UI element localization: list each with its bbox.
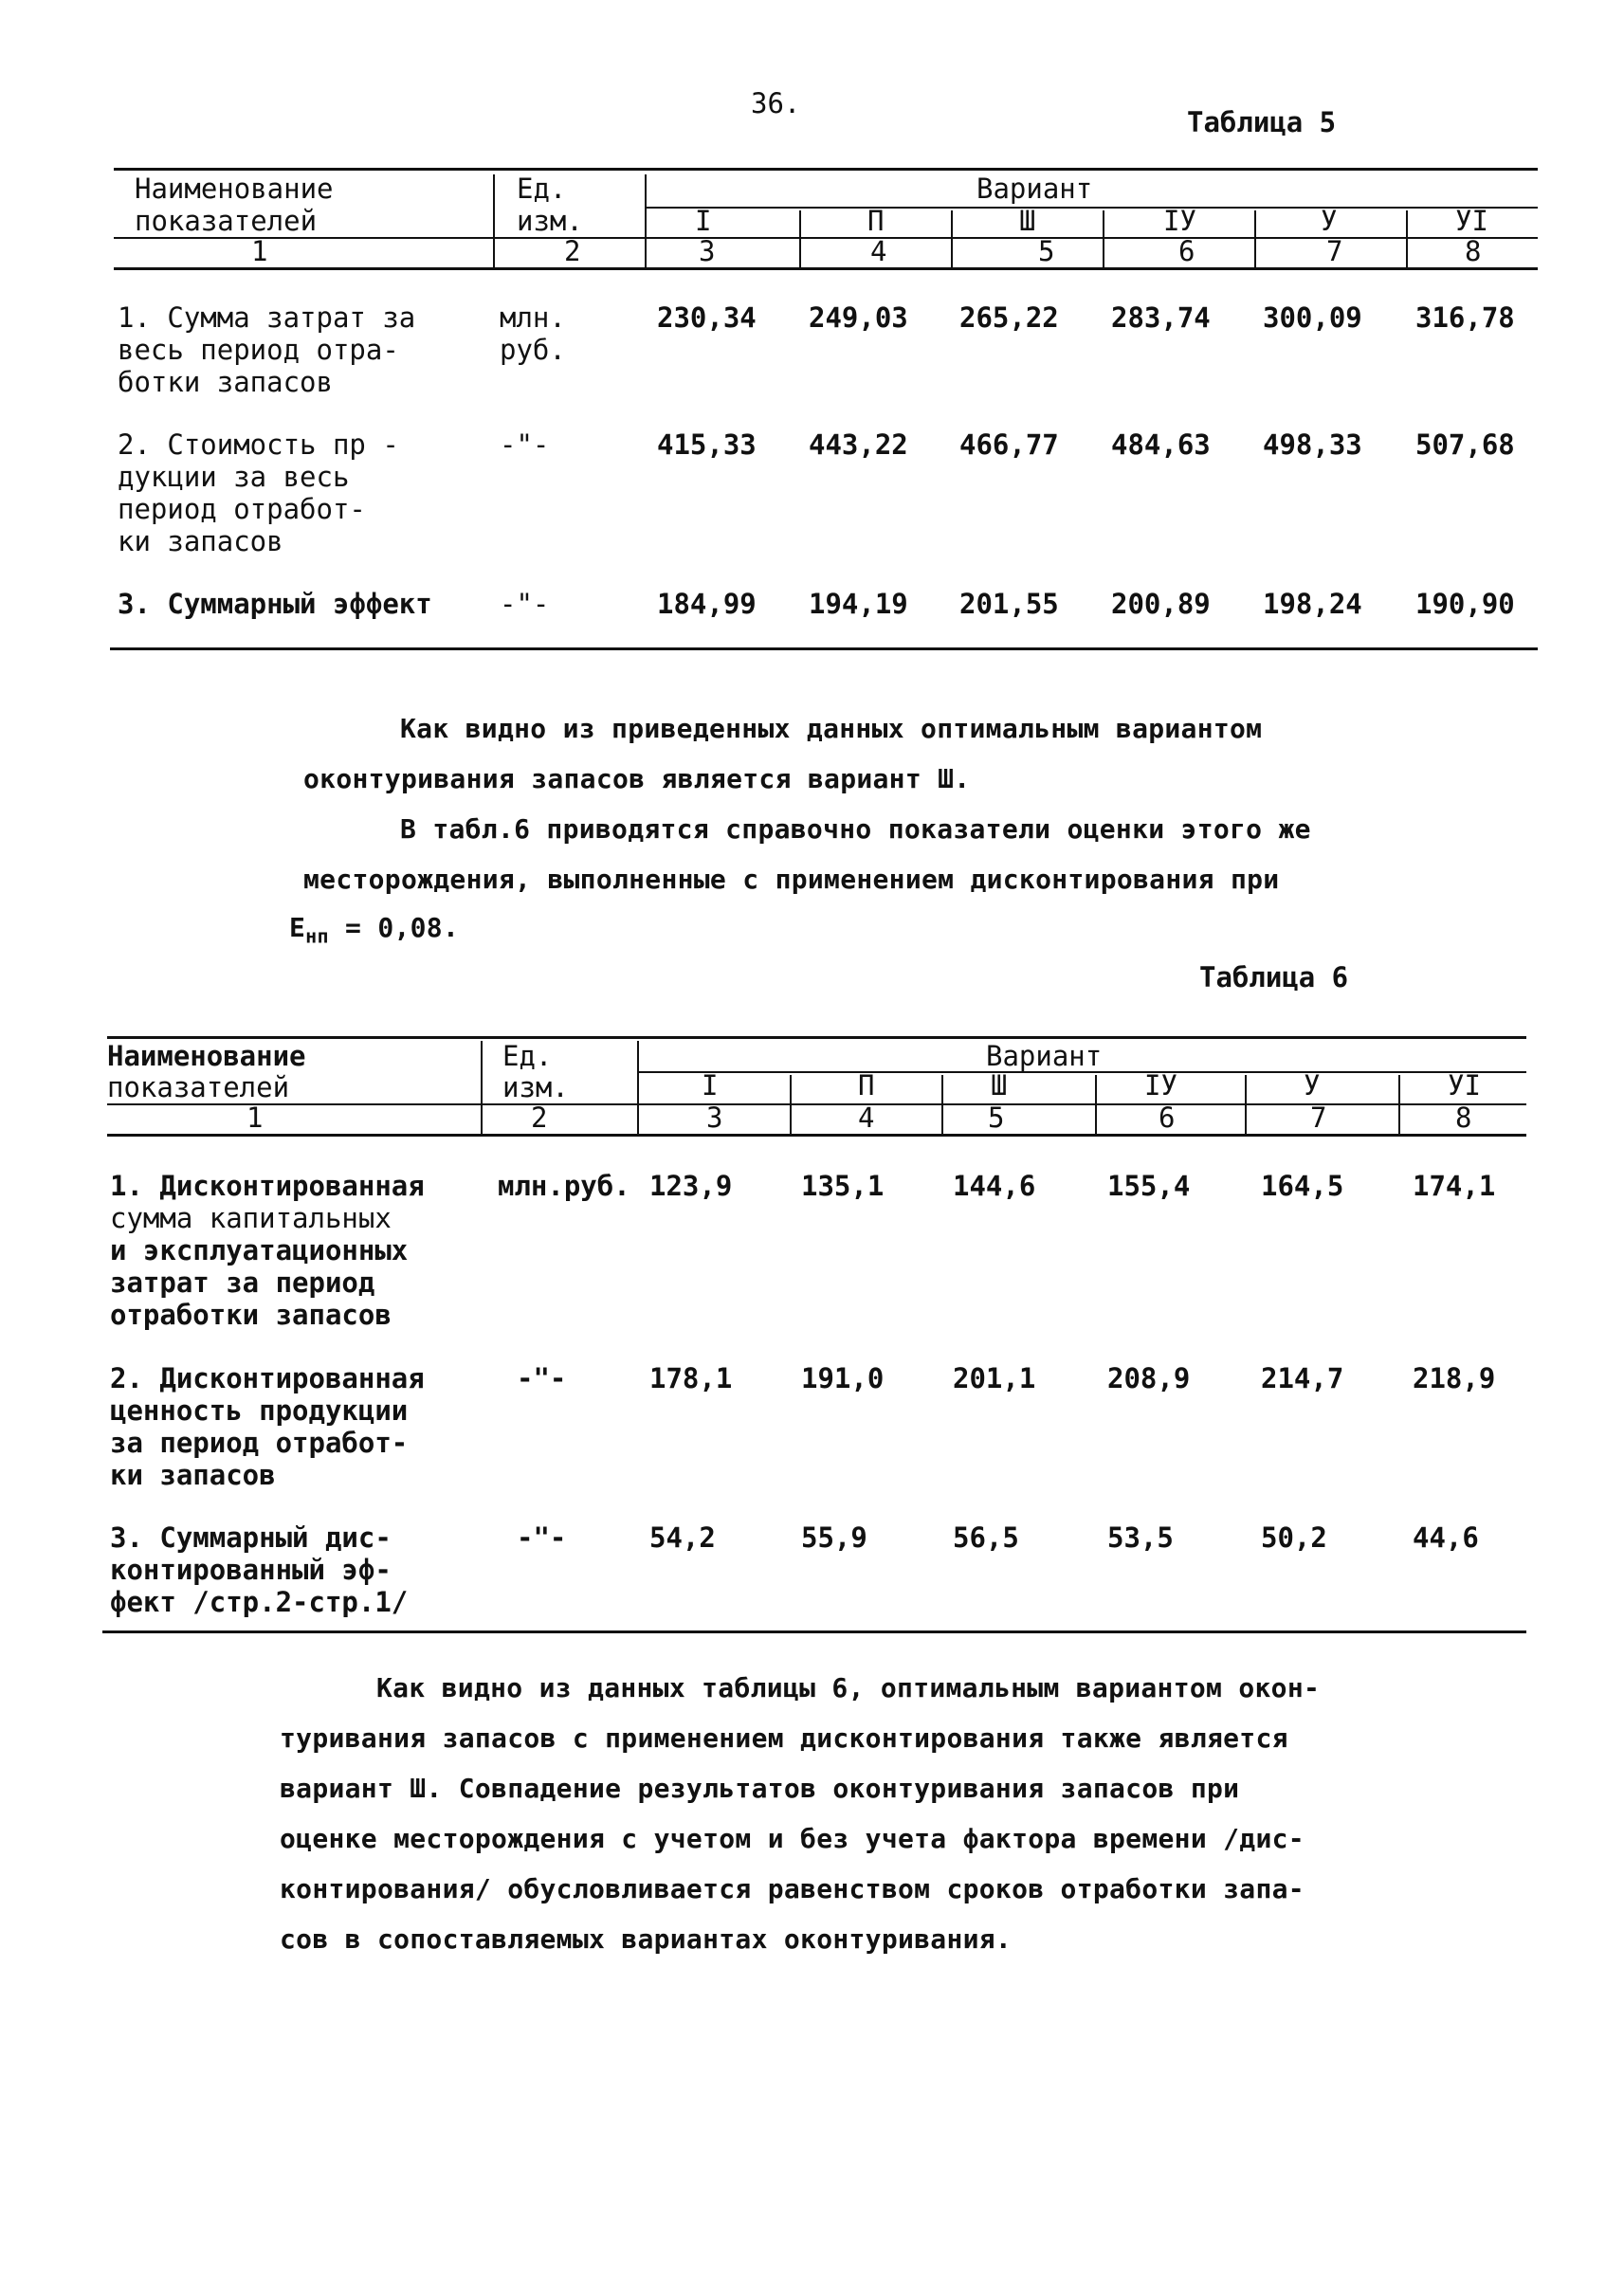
row-name-line: фект /стр.2-стр.1/ bbox=[110, 1586, 409, 1618]
paragraph-line: Как видно из данных таблицы 6, оптимальным вариантом окон- bbox=[376, 1672, 1321, 1703]
row-value: 50,2 bbox=[1261, 1521, 1327, 1554]
row-name-line: ботки запасов bbox=[118, 366, 333, 398]
row-unit: -"- bbox=[500, 428, 550, 461]
paragraph-line: В табл.6 приводятся справочно показатели оценки этого же bbox=[400, 813, 1311, 845]
formula-base: Е bbox=[289, 912, 306, 943]
table5-variant-label: IУ bbox=[1163, 205, 1196, 237]
paragraph-line: Как видно из приведенных данных оптимальным вариантом bbox=[400, 713, 1263, 744]
table6-col-divider bbox=[637, 1041, 639, 1136]
table5-caption: Таблица 5 bbox=[1187, 106, 1337, 138]
table6-top-rule bbox=[107, 1036, 1526, 1039]
table5-header-unit-line2: изм. bbox=[517, 205, 583, 237]
table6-caption: Таблица 6 bbox=[1199, 961, 1349, 993]
row-name-line: за период отработ- bbox=[110, 1427, 409, 1459]
table5-col-divider bbox=[645, 174, 647, 269]
row-name-line: ки запасов bbox=[118, 525, 283, 557]
row-name-line: 3. Суммарный эффект bbox=[118, 588, 432, 620]
table6-header-name-line1: Наименование bbox=[107, 1040, 306, 1072]
table5-col-number: 2 bbox=[564, 235, 581, 267]
table5-col-divider bbox=[799, 210, 801, 269]
row-value: 53,5 bbox=[1107, 1521, 1174, 1554]
paragraph-line: сов в сопоставляемых вариантах оконтуривания. bbox=[280, 1923, 1013, 1955]
row-value: 443,22 bbox=[809, 428, 908, 461]
table5-col-number: 3 bbox=[699, 235, 716, 267]
row-value: 265,22 bbox=[959, 301, 1059, 334]
row-value: 55,9 bbox=[801, 1521, 867, 1554]
table5-header-variant: Вариант bbox=[976, 173, 1093, 205]
row-value: 201,55 bbox=[959, 588, 1059, 620]
row-name-line: 3. Суммарный дис- bbox=[110, 1521, 392, 1554]
table6-variant-label: I bbox=[702, 1069, 719, 1102]
row-value: 300,09 bbox=[1263, 301, 1362, 334]
row-value: 507,68 bbox=[1415, 428, 1515, 461]
page-number: 36. bbox=[751, 87, 801, 119]
row-value: 283,74 bbox=[1111, 301, 1211, 334]
row-name-line: ки запасов bbox=[110, 1459, 276, 1491]
row-value: 164,5 bbox=[1261, 1170, 1344, 1202]
table5-header-unit-line1: Ед. bbox=[517, 173, 567, 205]
table6-col-number: 4 bbox=[858, 1102, 875, 1134]
table5-col-number: 5 bbox=[1038, 235, 1055, 267]
paragraph-line: контирования/ обусловливается равенством сроков отработки запа- bbox=[280, 1873, 1305, 1904]
row-name-line: 2. Дисконтированная bbox=[110, 1362, 425, 1394]
row-unit: млн. bbox=[500, 301, 566, 334]
table5-col-number: 7 bbox=[1326, 235, 1343, 267]
table5-header-name-line1: Наименование bbox=[135, 173, 334, 205]
row-name-line: затрат за период bbox=[110, 1266, 375, 1299]
row-name-line: 1. Сумма затрат за bbox=[118, 301, 416, 334]
paragraph-line: месторождения, выполненные с применением дисконтирования при bbox=[303, 864, 1280, 895]
table5-variant-label: Ш bbox=[1019, 205, 1036, 237]
row-value: 178,1 bbox=[649, 1362, 733, 1394]
table6-variant-label: IУ bbox=[1144, 1069, 1177, 1102]
row-name-line: сумма капитальных bbox=[110, 1202, 392, 1234]
table6-col-divider bbox=[1398, 1075, 1400, 1136]
paragraph-line: оконтуривания запасов является вариант Ш. bbox=[303, 763, 971, 794]
row-value: 190,90 bbox=[1415, 588, 1515, 620]
row-unit: руб. bbox=[500, 334, 566, 366]
row-name-line: весь период отра- bbox=[118, 334, 399, 366]
table5-col-divider bbox=[1254, 210, 1256, 269]
table6-variant-label: У bbox=[1304, 1069, 1321, 1102]
table5-variant-rule bbox=[645, 207, 1538, 209]
table6-col-number: 2 bbox=[531, 1102, 548, 1134]
table6-variant-label: Ш bbox=[991, 1069, 1008, 1102]
formula bbox=[289, 912, 459, 953]
table6-col-number: 5 bbox=[988, 1102, 1005, 1134]
table6-col-divider bbox=[941, 1075, 943, 1136]
paragraph-line: туривания запасов с применением дисконтирования также является bbox=[280, 1722, 1288, 1754]
row-unit: -"- bbox=[517, 1521, 567, 1554]
row-unit: -"- bbox=[500, 588, 550, 620]
table5-top-rule bbox=[114, 168, 1538, 171]
row-name-line: отработки запасов bbox=[110, 1299, 392, 1331]
row-value: 44,6 bbox=[1413, 1521, 1479, 1554]
paragraph-line: оценке месторождения с учетом и без учета фактора времени /дис- bbox=[280, 1823, 1305, 1854]
row-value: 208,9 bbox=[1107, 1362, 1191, 1394]
formula-subscript: нп bbox=[305, 924, 329, 948]
row-value: 415,33 bbox=[657, 428, 757, 461]
row-unit: -"- bbox=[517, 1362, 567, 1394]
table5-variant-label: У bbox=[1321, 205, 1338, 237]
table5-bottom-rule bbox=[110, 647, 1538, 650]
table5-col-number: 1 bbox=[251, 235, 268, 267]
row-name-line: контированный эф- bbox=[110, 1554, 392, 1586]
row-value: 194,19 bbox=[809, 588, 908, 620]
row-value: 484,63 bbox=[1111, 428, 1211, 461]
table6-col-number: 3 bbox=[706, 1102, 723, 1134]
table6-header-unit-line1: Ед. bbox=[502, 1040, 553, 1072]
row-value: 144,6 bbox=[953, 1170, 1036, 1202]
row-name-line: 1. Дисконтированная bbox=[110, 1170, 425, 1202]
table6-variant-label: УI bbox=[1448, 1069, 1481, 1102]
row-name-line: и эксплуатационных bbox=[110, 1234, 409, 1266]
table6-numbers-rule bbox=[107, 1134, 1526, 1137]
table5-col-divider bbox=[493, 174, 495, 269]
table6-col-number: 7 bbox=[1310, 1102, 1327, 1134]
table6-header-unit-line2: изм. bbox=[502, 1071, 569, 1103]
row-value: 198,24 bbox=[1263, 588, 1362, 620]
table5-col-number: 4 bbox=[870, 235, 887, 267]
table6-col-number: 8 bbox=[1455, 1102, 1472, 1134]
row-value: 54,2 bbox=[649, 1521, 716, 1554]
table5-variant-label: П bbox=[867, 205, 885, 237]
table5-col-number: 6 bbox=[1178, 235, 1195, 267]
table6-col-divider bbox=[1095, 1075, 1097, 1136]
table6-bottom-rule bbox=[102, 1630, 1526, 1633]
row-value: 498,33 bbox=[1263, 428, 1362, 461]
row-value: 218,9 bbox=[1413, 1362, 1496, 1394]
row-name-line: период отработ- bbox=[118, 493, 366, 525]
table6-col-number: 1 bbox=[246, 1102, 264, 1134]
row-value: 200,89 bbox=[1111, 588, 1211, 620]
row-value: 174,1 bbox=[1413, 1170, 1496, 1202]
row-value: 123,9 bbox=[649, 1170, 733, 1202]
table6-variant-label: П bbox=[858, 1069, 875, 1102]
row-value: 214,7 bbox=[1261, 1362, 1344, 1394]
table5-col-divider bbox=[1103, 210, 1104, 269]
table5-numbers-rule bbox=[114, 267, 1538, 270]
table6-header-name-line2: показателей bbox=[107, 1071, 290, 1103]
row-unit: млн.руб. bbox=[498, 1170, 630, 1202]
row-value: 316,78 bbox=[1415, 301, 1515, 334]
table6-variant-rule bbox=[637, 1071, 1526, 1073]
row-value: 201,1 bbox=[953, 1362, 1036, 1394]
table5-variant-label: УI bbox=[1455, 205, 1488, 237]
table5-col-divider bbox=[1406, 210, 1408, 269]
row-value: 56,5 bbox=[953, 1521, 1019, 1554]
row-name-line: дукции за весь bbox=[118, 461, 350, 493]
row-value: 249,03 bbox=[809, 301, 908, 334]
table6-col-number: 6 bbox=[1159, 1102, 1176, 1134]
table5-variant-label: I bbox=[695, 205, 712, 237]
row-value: 466,77 bbox=[959, 428, 1059, 461]
table5-header-rule bbox=[114, 237, 1538, 239]
table5-col-number: 8 bbox=[1465, 235, 1482, 267]
row-value: 230,34 bbox=[657, 301, 757, 334]
row-value: 191,0 bbox=[801, 1362, 885, 1394]
row-name-line: ценность продукции bbox=[110, 1394, 409, 1427]
table6-header-variant: Вариант bbox=[986, 1040, 1103, 1072]
row-value: 135,1 bbox=[801, 1170, 885, 1202]
table5-col-divider bbox=[951, 210, 953, 269]
row-name-line: 2. Стоимость пр - bbox=[118, 428, 399, 461]
table6-col-divider bbox=[481, 1041, 483, 1136]
paragraph-line: вариант Ш. Совпадение результатов оконтуривания запасов при bbox=[280, 1773, 1240, 1804]
row-value: 184,99 bbox=[657, 588, 757, 620]
row-value: 155,4 bbox=[1107, 1170, 1191, 1202]
formula-rest: = 0,08. bbox=[328, 912, 460, 943]
table6-col-divider bbox=[790, 1075, 792, 1136]
table6-col-divider bbox=[1245, 1075, 1247, 1136]
table5-header-name-line2: показателей bbox=[135, 205, 318, 237]
